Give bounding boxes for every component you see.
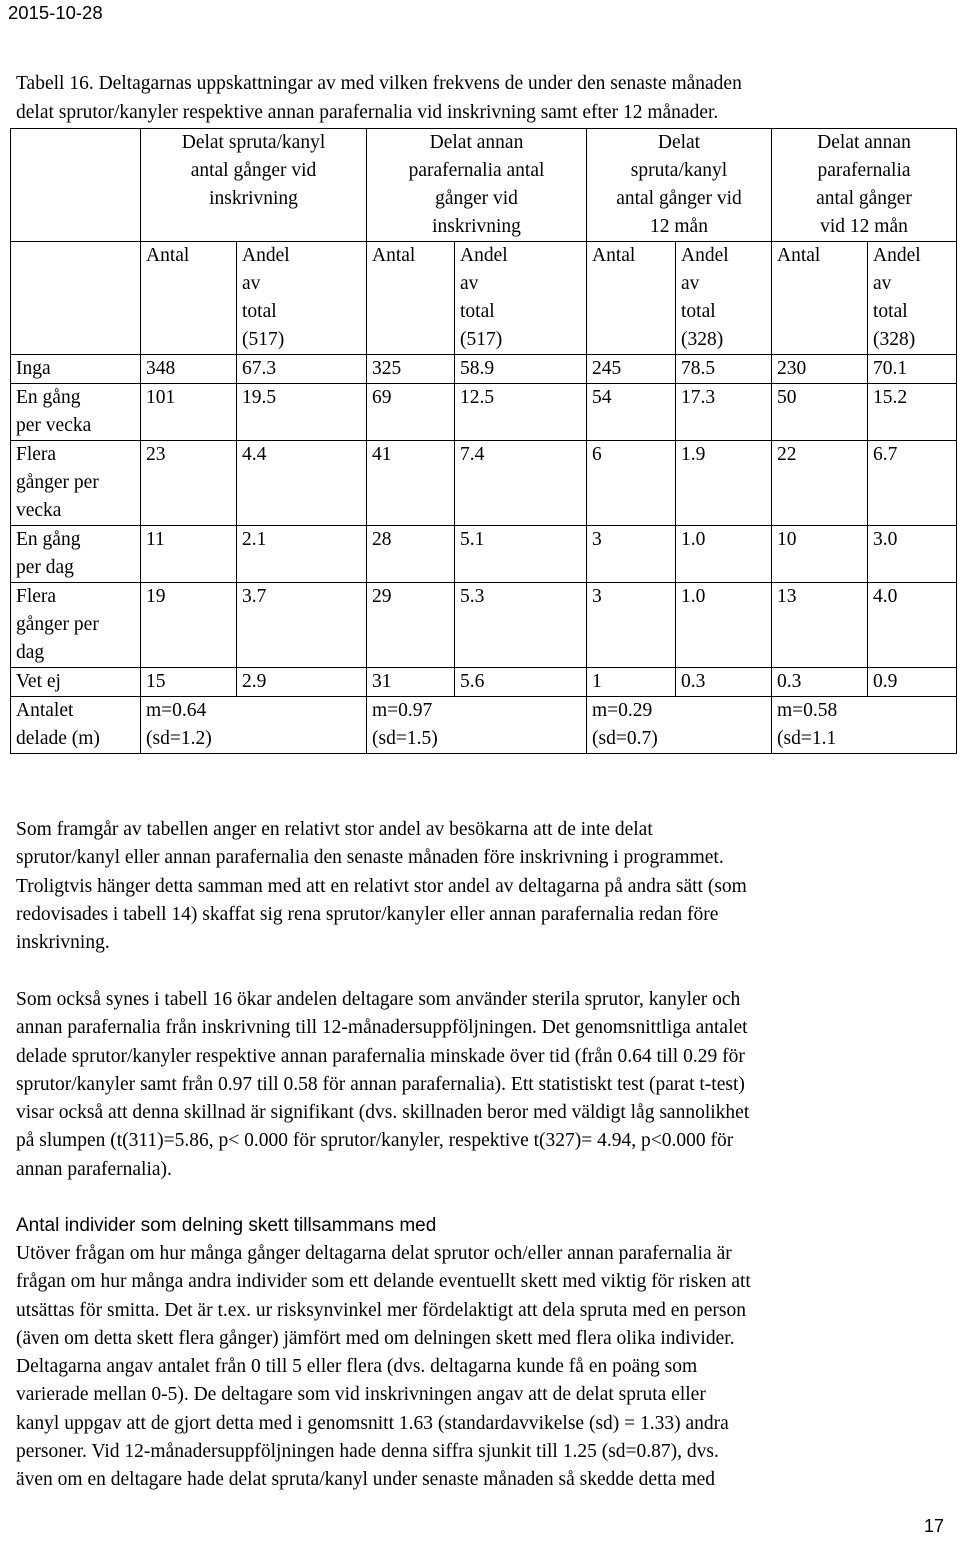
- text-line: delade sprutor/kanyler respektive annan parafernalia minskade över tid (från 0.64 till 0.29 för: [16, 1045, 745, 1067]
- header-line: av: [873, 273, 892, 294]
- table-cell: 0.3: [676, 668, 772, 697]
- header-line: antal gånger vid: [190, 160, 317, 181]
- header-line: Antal: [777, 245, 821, 266]
- mean-line: m=0.97: [372, 700, 433, 721]
- table-cell: 19: [141, 583, 237, 668]
- row-label-line: Antalet: [16, 700, 74, 721]
- table-cell: 22: [772, 441, 868, 526]
- table-cell: 23: [141, 441, 237, 526]
- table-row: [11, 355, 957, 384]
- header-line: (517): [460, 329, 503, 350]
- table-cell: 69: [367, 384, 455, 441]
- row-label: [11, 355, 141, 384]
- header-line: (328): [873, 329, 916, 350]
- sub-header-andel: [237, 242, 367, 355]
- text-line: (även om detta skett flera gånger) jämfört med om delningen skett med flera olika individer.: [16, 1327, 735, 1349]
- row-label: [11, 668, 141, 697]
- table-row: [11, 384, 957, 441]
- mean-cell-parafernalia-12-man: [772, 697, 957, 754]
- table-cell: 28: [367, 526, 455, 583]
- row-label-line: Flera: [16, 444, 57, 465]
- caption-line: delat sprutor/kanyler respektive annan parafernalia vid inskrivning samt efter 12 månader.: [16, 101, 719, 123]
- table-cell: 2.9: [237, 668, 367, 697]
- header-line: parafernalia antal: [408, 160, 545, 181]
- table-cell: 31: [367, 668, 455, 697]
- header-line: Antal: [592, 245, 636, 266]
- table-cell: 10: [772, 526, 868, 583]
- header-line: parafernalia: [817, 160, 911, 181]
- header-line: Delat: [657, 132, 701, 153]
- text-line: kanyl uppgav att de gjort detta med i genomsnitt 1.63 (standardavvikelse (sd) = 1.33) andra: [16, 1412, 729, 1434]
- text-line: Utöver frågan om hur många gånger deltagarna delat sprutor och/eller annan parafernalia är: [16, 1243, 732, 1264]
- row-label-line: En gång: [16, 387, 81, 408]
- text-line: visar också att denna skillnad är signifikant (dvs. skillnaden beror med väldigt låg sannolikhet: [16, 1102, 750, 1124]
- header-line: antal gånger vid: [616, 188, 742, 209]
- row-label: [11, 697, 141, 754]
- header-line: 12 mån: [650, 216, 708, 237]
- group-header-parafernalia-inskrivning: [367, 129, 587, 242]
- row-label-line: gånger per: [16, 472, 99, 493]
- text-line: sprutor/kanyl eller annan parafernalia den senaste månaden före inskrivning i programmet.: [16, 847, 724, 869]
- row-label-line: Inga: [16, 358, 51, 379]
- text-line: varierade mellan 0-5). De deltagare som vid inskrivningen angav att de delat spruta eller: [16, 1384, 706, 1406]
- table-cell: 245: [587, 355, 676, 384]
- sub-header-andel: [868, 242, 957, 355]
- row-label-line: per vecka: [16, 415, 92, 436]
- table-cell: 19.5: [237, 384, 367, 441]
- table-row-mean: [11, 697, 957, 754]
- group-header-spruta-12-man: [587, 129, 772, 242]
- table-cell: 13: [772, 583, 868, 668]
- table-caption: [16, 70, 946, 127]
- text-line: Som framgår av tabellen anger en relativt stor andel av besökarna att de inte delat: [16, 819, 653, 840]
- row-label-line: vecka: [16, 500, 62, 521]
- table-cell: 58.9: [455, 355, 587, 384]
- mean-line: m=0.58: [777, 700, 838, 721]
- table-cell: 15: [141, 668, 237, 697]
- table-cell: 15.2: [868, 384, 957, 441]
- header-line: vid 12 mån: [820, 216, 908, 237]
- header-line: Andel: [242, 245, 290, 266]
- header-line: Andel: [873, 245, 921, 266]
- group-header-parafernalia-12-man: [772, 129, 957, 242]
- text-line: annan parafernalia från inskrivning till 12-månadersuppföljningen. Det genomsnittliga antalet: [16, 1017, 748, 1039]
- header-line: (517): [242, 329, 285, 350]
- sd-line: (sd=1.5): [372, 728, 438, 749]
- table-row: [11, 583, 957, 668]
- row-label-line: per dag: [16, 557, 74, 578]
- header-line: gånger vid: [435, 188, 518, 209]
- table-cell: 17.3: [676, 384, 772, 441]
- sub-header-antal: [772, 242, 868, 355]
- paragraph-2: [16, 986, 946, 1184]
- table-cell: 0.3: [772, 668, 868, 697]
- header-line: total: [873, 301, 908, 322]
- sub-header-antal: [367, 242, 455, 355]
- header-line: total: [681, 301, 716, 322]
- table-cell: 6: [587, 441, 676, 526]
- header-line: av: [681, 273, 700, 294]
- row-label-line: En gång: [16, 529, 81, 550]
- table-cell: 41: [367, 441, 455, 526]
- sd-line: (sd=0.7): [592, 728, 658, 749]
- table-cell: 3: [587, 526, 676, 583]
- header-line: Delat spruta/kanyl: [181, 132, 326, 153]
- table-cell: 2.1: [237, 526, 367, 583]
- table-row: [11, 668, 957, 697]
- row-label-line: gånger per: [16, 614, 99, 635]
- table-cell: 101: [141, 384, 237, 441]
- caption-line: Tabell 16. Deltagarnas uppskattningar av med vilken frekvens de under den senaste månaden: [16, 73, 742, 94]
- table-cell: 78.5: [676, 355, 772, 384]
- row-label-line: delade (m): [16, 728, 100, 749]
- sub-header-antal: [587, 242, 676, 355]
- table-cell: 5.6: [455, 668, 587, 697]
- table-cell: 50: [772, 384, 868, 441]
- table-cell: 11: [141, 526, 237, 583]
- header-line: total: [460, 301, 495, 322]
- table-cell: 1.0: [676, 526, 772, 583]
- header-line: Andel: [681, 245, 729, 266]
- mean-cell-spruta-inskrivning: [141, 697, 367, 754]
- row-label-line: Vet ej: [16, 671, 61, 692]
- header-line: Delat annan: [429, 132, 524, 153]
- text-line: även om en deltagare hade delat spruta/kanyl under senaste månaden så skedde detta med: [16, 1469, 716, 1491]
- header-line: (328): [681, 329, 724, 350]
- frequency-table: [10, 128, 957, 754]
- table-cell: 0.9: [868, 668, 957, 697]
- page-date: 2015-10-28: [8, 2, 103, 23]
- table-cell: 70.1: [868, 355, 957, 384]
- table-cell: 5.1: [455, 526, 587, 583]
- section-heading: Antal individer som delning skett tillsammans med: [16, 1215, 437, 1236]
- table-body: [11, 355, 957, 697]
- table-cell: 325: [367, 355, 455, 384]
- table-cell: 3.0: [868, 526, 957, 583]
- header-line: Antal: [372, 245, 416, 266]
- text-line: på slumpen (t(311)=5.86, p< 0.000 för sprutor/kanyler, respektive t(327)= 4.94, p<0.000 för: [16, 1130, 734, 1152]
- sub-header-andel: [676, 242, 772, 355]
- table-cell: 1.0: [676, 583, 772, 668]
- table-row: [11, 441, 957, 526]
- header-line: total: [242, 301, 277, 322]
- text-line: personer. Vid 12-månadersuppföljningen hade denna siffra sjunkit till 1.25 (sd=0.87), dvs.: [16, 1441, 719, 1463]
- table-cell: 67.3: [237, 355, 367, 384]
- mean-cell-parafernalia-inskrivning: [367, 697, 587, 754]
- table-cell: 6.7: [868, 441, 957, 526]
- header-line: av: [242, 273, 261, 294]
- page-number: 17: [923, 1516, 944, 1536]
- group-header-spruta-inskrivning: [141, 129, 367, 242]
- text-line: redovisades i tabell 14) skaffat sig rena sprutor/kanyler eller annan parafernalia redan före: [16, 903, 719, 925]
- table-cell: 4.0: [868, 583, 957, 668]
- table-cell: 29: [367, 583, 455, 668]
- header-line: spruta/kanyl: [630, 160, 728, 181]
- text-line: utsättas för smitta. Det är t.ex. ur risksynvinkel mer fördelaktigt att dela spruta med en person: [16, 1299, 746, 1321]
- sd-line: (sd=1.1: [777, 728, 837, 749]
- table-cell: 12.5: [455, 384, 587, 441]
- header-line: Andel: [460, 245, 508, 266]
- header-line: av: [460, 273, 479, 294]
- paragraph-1: [16, 816, 946, 957]
- table-cell: 230: [772, 355, 868, 384]
- sub-header-andel: [455, 242, 587, 355]
- text-line: frågan om hur många andra individer som ett delande eventuellt skett med viktig för risken att: [16, 1271, 751, 1293]
- table-cell: 348: [141, 355, 237, 384]
- table-cell: 3.7: [237, 583, 367, 668]
- text-line: inskrivning.: [16, 932, 110, 954]
- table-cell: 7.4: [455, 441, 587, 526]
- row-label: [11, 441, 141, 526]
- paragraph-3: [16, 1240, 946, 1495]
- table-group-header-row: [11, 129, 957, 242]
- header-line: Delat annan: [817, 132, 911, 153]
- sub-header-antal: [141, 242, 237, 355]
- row-label: [11, 526, 141, 583]
- row-label-line: dag: [16, 642, 45, 663]
- row-label-line: Flera: [16, 586, 57, 607]
- header-line: antal gånger: [816, 188, 912, 209]
- table-row: [11, 526, 957, 583]
- table-sub-header-row: [11, 242, 957, 355]
- sd-line: (sd=1.2): [146, 728, 212, 749]
- mean-cell-spruta-12-man: [587, 697, 772, 754]
- table-cell: 5.3: [455, 583, 587, 668]
- table-cell: 1.9: [676, 441, 772, 526]
- text-line: Som också synes i tabell 16 ökar andelen deltagare som använder sterila sprutor, kanyler och: [16, 989, 741, 1010]
- table-cell: 1: [587, 668, 676, 697]
- row-label: [11, 384, 141, 441]
- text-line: annan parafernalia).: [16, 1158, 172, 1180]
- header-line: Antal: [146, 245, 190, 266]
- mean-line: m=0.64: [146, 700, 207, 721]
- header-line: inskrivning: [432, 216, 521, 237]
- row-label: [11, 583, 141, 668]
- table-cell: 4.4: [237, 441, 367, 526]
- mean-line: m=0.29: [592, 700, 653, 721]
- header-corner-cell: [11, 242, 141, 355]
- text-line: Troligtvis hänger detta samman med att en relativt stor andel av deltagarna på andra sätt (som: [16, 875, 747, 897]
- header-line: inskrivning: [209, 188, 298, 209]
- text-line: Deltagarna angav antalet från 0 till 5 eller flera (dvs. deltagarna kunde få en poäng som: [16, 1356, 698, 1378]
- table-cell: 54: [587, 384, 676, 441]
- header-corner-cell: [11, 129, 141, 242]
- text-line: sprutor/kanyler samt från 0.97 till 0.58 för annan parafernalia). Ett statistiskt test (parat t-test): [16, 1073, 745, 1095]
- table-cell: 3: [587, 583, 676, 668]
